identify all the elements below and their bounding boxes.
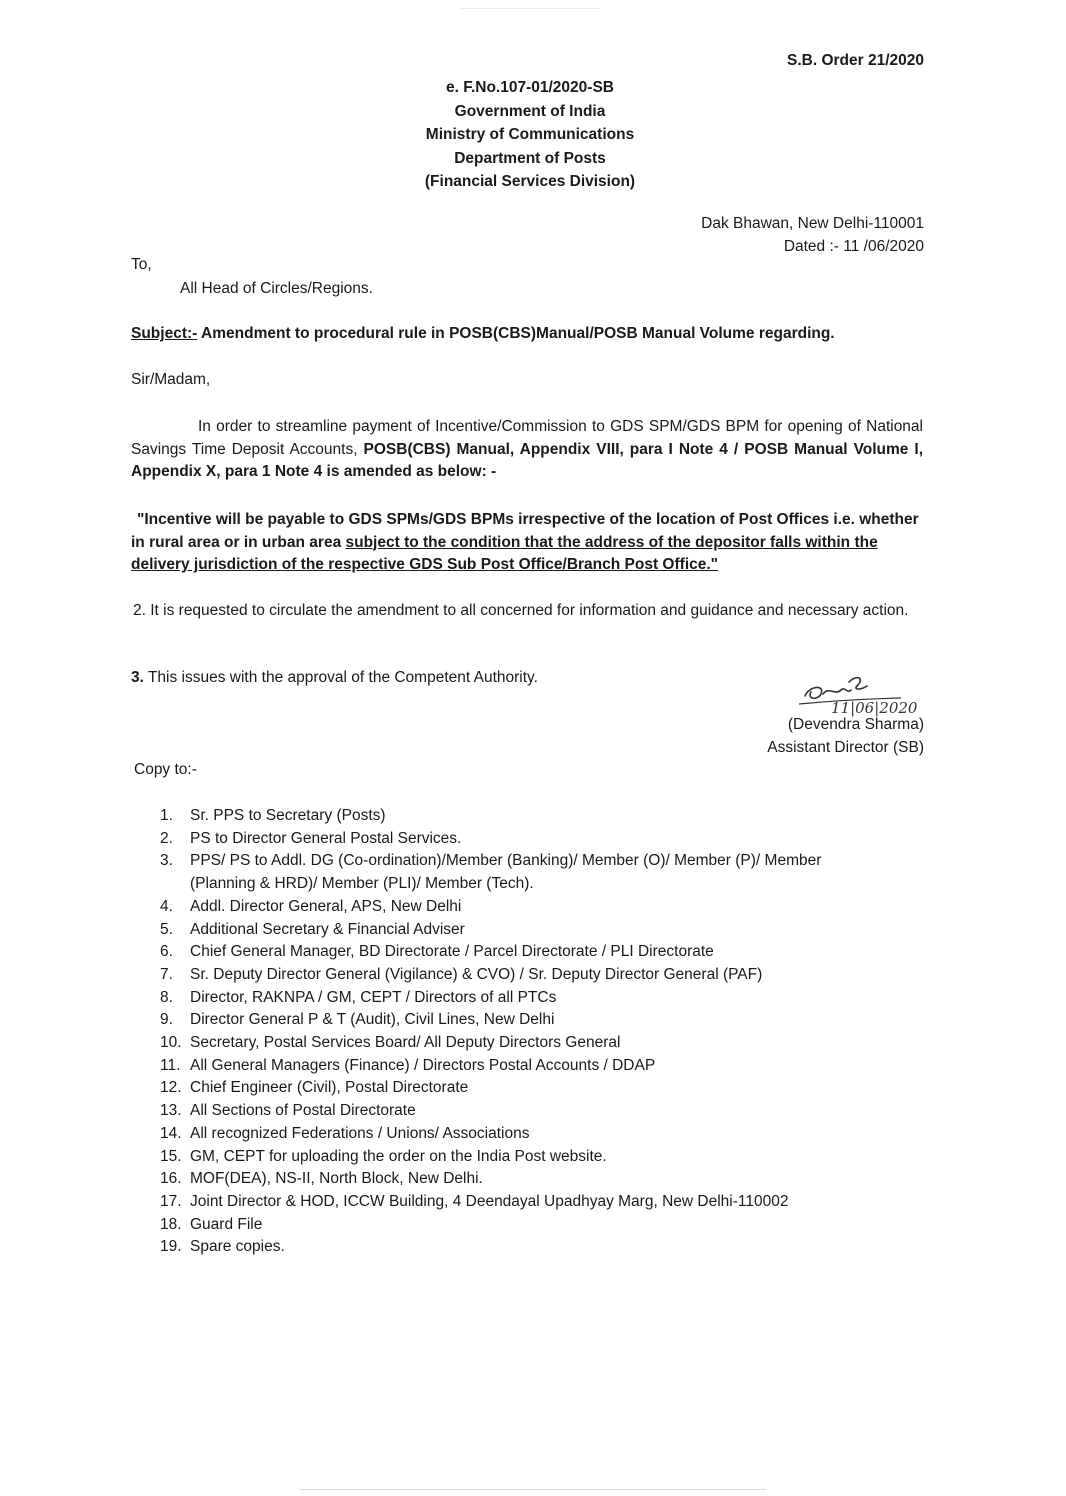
- quote-condition: subject to the condition that the address of the depositor falls within the delivery jurisdiction of the respective GDS Sub Post Office/Branch Post Office.": [131, 533, 878, 573]
- copy-to-item-text: PPS/ PS to Addl. DG (Co-ordination)/Member (Banking)/ Member (O)/ Member (P)/ Member: [190, 852, 822, 870]
- paragraph-1-bold: POSB(CBS) Manual, Appendix VIII, para I Note 4 / POSB Manual Volume I, Appendix X, para 1 Note 4 is amended as below: -: [131, 440, 924, 480]
- copy-to-item-number: 1.: [160, 807, 173, 824]
- copy-to-list: [160, 805, 821, 1259]
- date: Dated :- 11 /06/2020: [783, 238, 924, 255]
- paragraph-1: [131, 416, 923, 484]
- copy-to-item-number: 5.: [160, 920, 173, 938]
- copy-to-item-number: 14.: [160, 1124, 182, 1142]
- copy-to-item-text: MOF(DEA), NS-II, North Block, New Delhi.: [190, 1170, 483, 1188]
- file-number: e. F.No.107-01/2020-SB: [445, 79, 614, 96]
- copy-to-item-number: 4.: [160, 897, 173, 915]
- signatory-name: (Devendra Sharma): [787, 716, 924, 733]
- copy-to-item-number: 11.: [160, 1056, 181, 1074]
- ministry-name: Ministry of Communications: [425, 126, 635, 143]
- copy-to-item: [160, 1055, 821, 1078]
- copy-to-item: [160, 1236, 821, 1259]
- paragraph-3-number: 3.: [131, 669, 144, 686]
- copy-to-label: Copy to:-: [134, 761, 197, 778]
- letterhead: [330, 76, 730, 194]
- paragraph-3-text: This issues with the approval of the Competent Authority.: [143, 669, 538, 686]
- division-name: (Financial Services Division): [424, 173, 636, 190]
- subject-label: Subject:-: [131, 325, 198, 342]
- copy-to-item-text: All recognized Federations / Unions/ Associations: [190, 1124, 530, 1142]
- copy-to-item-text: Addl. Director General, APS, New Delhi: [190, 897, 462, 915]
- copy-to-item: [160, 896, 821, 919]
- copy-to-item: [160, 1077, 821, 1100]
- scan-artifact-bottom: [300, 1489, 766, 1490]
- paragraph-2: 2. It is requested to circulate the amendment to all concerned for information and guidance and necessary action.: [133, 602, 909, 619]
- copy-to-item: [160, 1100, 821, 1123]
- copy-to-item: [160, 828, 821, 851]
- copy-to-item-number: 16.: [160, 1170, 182, 1188]
- copy-to-item-number: 19.: [160, 1238, 182, 1256]
- copy-to-item-number: 3.: [160, 852, 173, 870]
- quote-text: "Incentive will be payable to GDS SPMs/GDS BPMs irrespective of the location of Post Offices i.e. whether in rural area or in urban area: [131, 511, 919, 551]
- copy-to-item-text: Guard File: [190, 1215, 263, 1233]
- copy-to-item-number: 7.: [160, 965, 173, 983]
- copy-to-item-text: All Sections of Postal Directorate: [190, 1102, 416, 1120]
- copy-to-item-text: Joint Director & HOD, ICCW Building, 4 Deendayal Upadhyay Marg, New Delhi-110002: [190, 1192, 789, 1210]
- copy-to-item: [160, 805, 821, 828]
- copy-to-item: [160, 1009, 821, 1032]
- government-name: Government of India: [454, 102, 606, 120]
- copy-to-item: [160, 1146, 821, 1169]
- copy-to-item: [160, 850, 821, 895]
- copy-to-item: [160, 1191, 821, 1214]
- to-label: To,: [131, 256, 152, 273]
- copy-to-item: [160, 1168, 821, 1191]
- place: Dak Bhawan, New Delhi-110001: [701, 215, 924, 232]
- signature-scribble-icon: [791, 668, 941, 718]
- copy-to-item-number: 8.: [160, 988, 173, 1006]
- copy-to-item-text: Director General P & T (Audit), Civil Lines, New Delhi: [190, 1011, 555, 1029]
- salutation: Sir/Madam,: [131, 371, 211, 388]
- copy-to-item-number: 17.: [160, 1192, 182, 1210]
- copy-to-item-text: Sr. PPS to Secretary (Posts): [190, 807, 386, 824]
- copy-to-item-text: Sr. Deputy Director General (Vigilance) & CVO) / Sr. Deputy Director General (PAF): [190, 965, 763, 983]
- copy-to-item: [160, 1214, 821, 1237]
- copy-to-item-number: 12.: [160, 1079, 182, 1097]
- copy-to-item: [160, 964, 821, 987]
- copy-to-item-number: 18.: [160, 1215, 182, 1233]
- copy-to-item-number: 9.: [160, 1011, 173, 1029]
- place-date-block: [701, 212, 924, 258]
- paragraph-3: [131, 669, 538, 687]
- paragraph-1-text: In order to streamline payment of Incentive/Commission to GDS SPM/GDS BPM for opening of National Savings Time Deposit Accounts,: [131, 418, 923, 458]
- copy-to-item-text: Chief General Manager, BD Directorate / Parcel Directorate / PLI Directorate: [190, 943, 714, 961]
- copy-to-item: [160, 1123, 821, 1146]
- copy-to-item-text: Chief Engineer (Civil), Postal Directorate: [190, 1079, 469, 1097]
- department-name: Department of Posts: [454, 149, 606, 167]
- copy-to-item-text: GM, CEPT for uploading the order on the India Post website.: [190, 1147, 607, 1165]
- copy-to-item: [160, 987, 821, 1010]
- copy-to-item-number: 10.: [160, 1034, 182, 1052]
- copy-to-item-text: Director, RAKNPA / GM, CEPT / Directors of all PTCs: [190, 988, 557, 1006]
- amendment-quote: [131, 509, 923, 577]
- copy-to-item: [160, 941, 821, 964]
- copy-to-item-text: Additional Secretary & Financial Adviser: [190, 920, 465, 938]
- copy-to-item-text: Secretary, Postal Services Board/ All Deputy Directors General: [190, 1034, 621, 1052]
- subject-text: Amendment to procedural rule in POSB(CBS)Manual/POSB Manual Volume regarding.: [197, 325, 835, 342]
- addressee: All Head of Circles/Regions.: [180, 280, 373, 297]
- handwritten-signature: [791, 668, 941, 718]
- scan-artifact-top: [460, 8, 600, 9]
- copy-to-item-number: 15.: [160, 1147, 182, 1165]
- signature-date: 11|06|2020: [831, 699, 918, 717]
- subject-line: [131, 325, 835, 343]
- signatory-designation: Assistant Director (SB): [767, 738, 924, 756]
- copy-to-item-number: 13.: [160, 1102, 182, 1120]
- copy-to-item: [160, 1032, 821, 1055]
- signatory-block: [767, 714, 924, 759]
- copy-to-item-text-continued: (Planning & HRD)/ Member (PLI)/ Member (Tech).: [190, 875, 534, 893]
- order-number: S.B. Order 21/2020: [787, 52, 924, 69]
- copy-to-item: [160, 919, 821, 942]
- copy-to-item-number: 6.: [160, 943, 173, 961]
- copy-to-item-number: 2.: [160, 829, 173, 847]
- copy-to-item-text: All General Managers (Finance) / Directors Postal Accounts / DDAP: [190, 1056, 656, 1074]
- copy-to-item-text: Spare copies.: [190, 1238, 285, 1256]
- copy-to-item-text: PS to Director General Postal Services.: [190, 829, 462, 847]
